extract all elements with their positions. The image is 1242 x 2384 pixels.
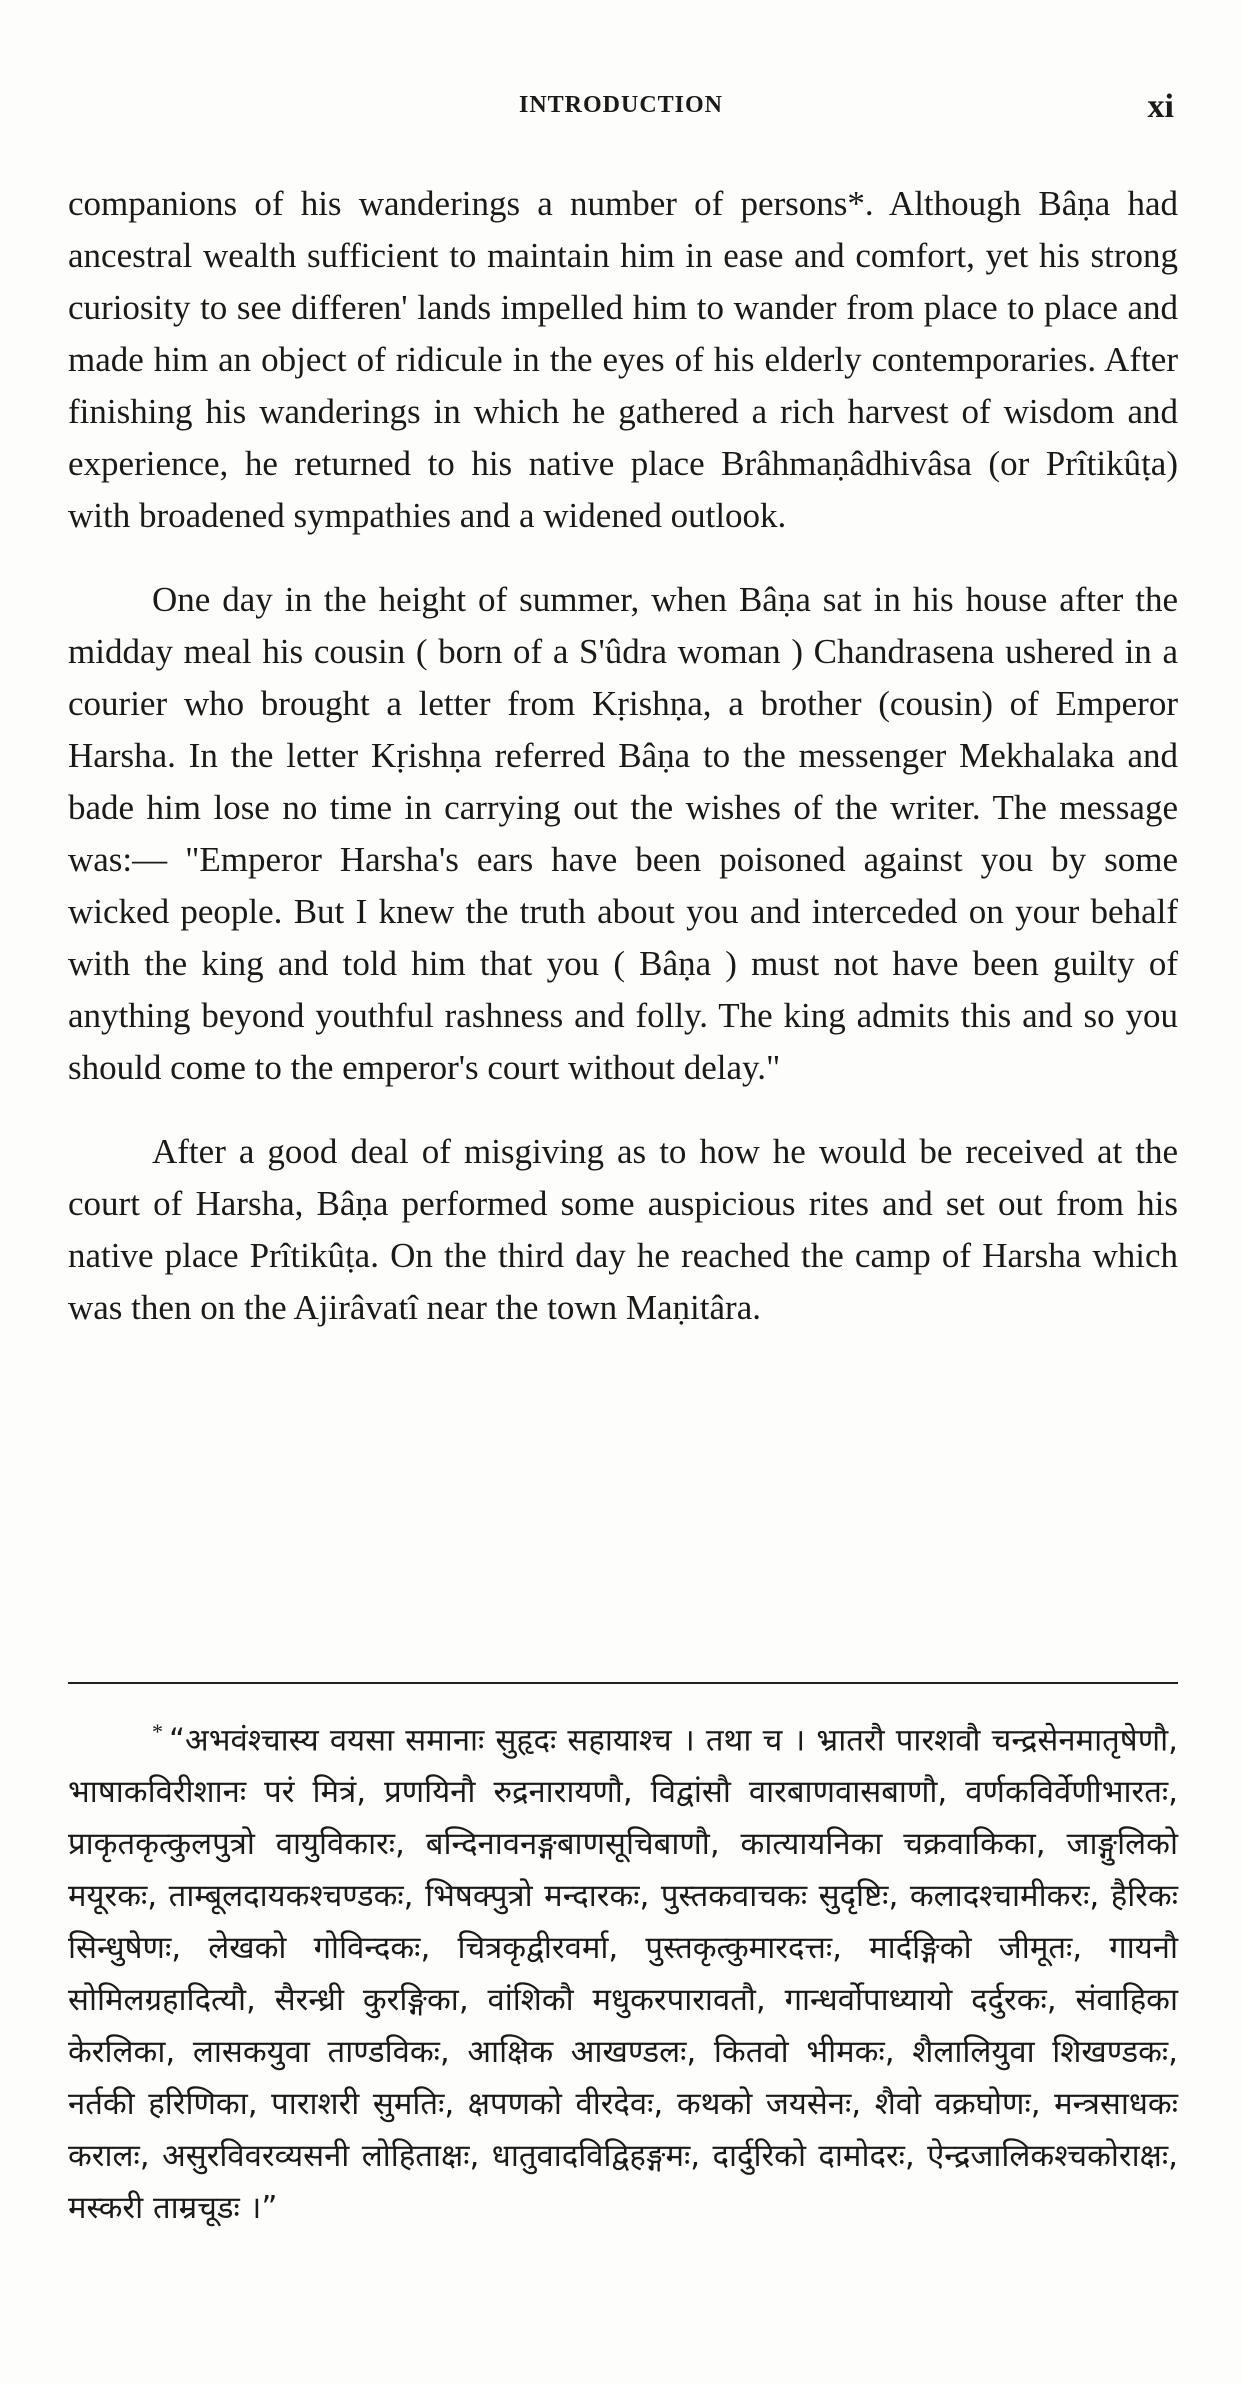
page-number: xi: [1147, 88, 1174, 125]
body-text: [68, 178, 1178, 1366]
running-head: [0, 88, 1242, 128]
footnote-marker: *: [152, 1719, 163, 1744]
running-title: INTRODUCTION: [518, 92, 724, 118]
paragraph-3: After a good deal of misgiving as to how he would be received at the court of Harsha, Bâṇa performed some auspicious rites and set out from his native place Prîtikûṭa. On the third day he reached the camp of Harsha which was then on the Ajirâvatî near the town Maṇitâra.: [68, 1132, 1178, 1327]
footnote-rule: [68, 1682, 1178, 1684]
footnote: [68, 1706, 1178, 2234]
paragraph-1: companions of his wanderings a number of persons*. Although Bâṇa had ancestral wealth sufficient to maintain him in ease and comfort, yet his strong curiosity to see differen' lands impelled him to wander from place to place and made him an object of ridicule in the eyes of his elderly contemporaries. After finishing his wanderings in which he gathered a rich harvest of wisdom and experience, he returned to his native place Brâhmaṇâdhivâsa (or Prîtikûṭa) with broadened sympathies and a widened outlook.: [68, 184, 1178, 535]
footnote-text: “अभवंश्चास्य वयसा समानाः सुहृदः सहायाश्च । तथा च । भ्रातरौ पारशवौ चन्द्रसेनमातृषेणौ, भाषाकविरीशानः परं मित्रं, प्रणयिनौ रुद्रनारायणौ, विद्वांसौ वारबाणवासबाणौ, वर्णकविर्वेणीभारतः, प्राकृतकृत्कुलपुत्रो वायुविकारः, बन्दिनावनङ्गबाणसूचिबाणौ, कात्यायनिका चक्रवाकिका, जाङ्गुलिको मयूरकः, ताम्बूलदायकश्चण्डकः, भिषक्पुत्रो मन्दारकः, पुस्तकवाचकः सुदृष्टिः, कलादश्चामीकरः, हैरिकः सिन्धुषेणः, लेखको गोविन्दकः, चित्रकृद्वीरवर्मा, पुस्तकृत्कुमारदत्तः, मार्दङ्गिको जीमूतः, गायनौ सोमिलग्रहादित्यौ, सैरन्ध्री कुरङ्गिका, वांशिकौ मधुकरपारावतौ, गान्धर्वोपाध्यायो दर्दुरकः, संवाहिका केरलिका, लासकयुवा ताण्डविकः, आक्षिक आखण्डलः, कितवो भीमकः, शैलालियुवा शिखण्डकः, नर्तकी हरिणिका, पाराशरी सुमतिः, क्षपणको वीरदेवः, कथको जयसेनः, शैवो वक्रघोणः, मन्त्रसाधकः करालः, असुरविवरव्यसनी लोहिताक्षः, धातुवादविद्विहङ्गमः, दार्दुरिको दामोदरः, ऐन्द्रजालिकश्चकोराक्षः, मस्करी ताम्रचूडः ।”: [68, 1722, 1178, 2227]
paragraph-2: One day in the height of summer, when Bâṇa sat in his house after the midday meal his cousin ( born of a S'ûdra woman ) Chandrasena ushered in a courier who brought a letter from Kṛishṇa, a brother (cousin) of Emperor Harsha. In the letter Kṛishṇa referred Bâṇa to the messenger Mekhalaka and bade him lose no time in carrying out the wishes of the writer. The message was:— "Emperor Harsha's ears have been poisoned against you by some wicked people. But I knew the truth about you and interceded on your behalf with the king and told him that you ( Bâṇa ) must not have been guilty of anything beyond youthful rashness and folly. The king admits this and so you should come to the emperor's court without delay.": [68, 580, 1178, 1087]
